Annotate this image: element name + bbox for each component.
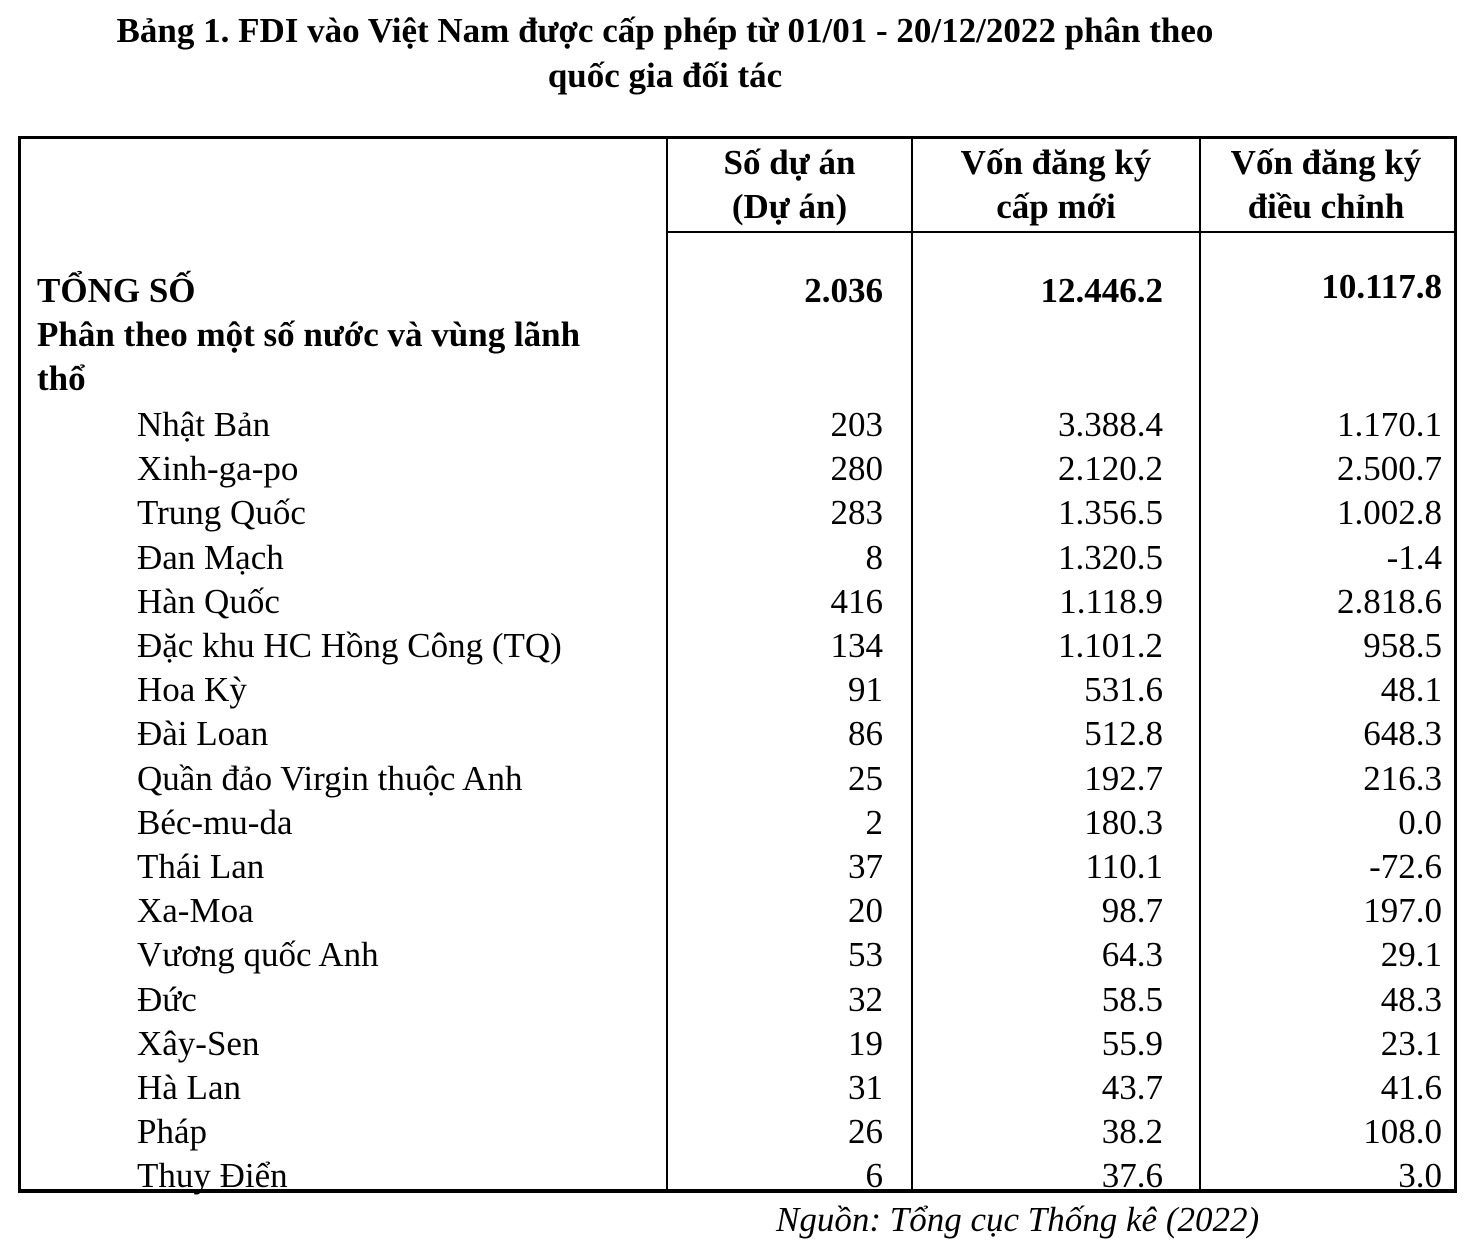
adjusted-capital-value: 216.3 [1363, 758, 1442, 798]
adjusted-capital-value: 48.3 [1380, 979, 1442, 1019]
new-capital-value: 37.6 [1101, 1156, 1163, 1196]
new-capital-value: 2.120.2 [1058, 449, 1163, 489]
header-new-capital-line1: Vốn đăng ký [960, 143, 1152, 182]
country-name: Quần đảo Virgin thuộc Anh [137, 758, 523, 798]
adjusted-capital-value: 29.1 [1380, 935, 1442, 975]
adjusted-capital-value: 197.0 [1363, 891, 1442, 931]
adjusted-capital-value: -1.4 [1386, 537, 1442, 577]
country-name: Nhật Bản [137, 405, 271, 444]
country-name: Vương quốc Anh [137, 935, 379, 975]
country-name: Xinh-ga-po [137, 449, 299, 489]
new-capital-value: 531.6 [1084, 670, 1163, 710]
total-projects: 2.036 [804, 271, 883, 310]
new-capital-value: 43.7 [1101, 1068, 1163, 1107]
adjusted-capital-value: -72.6 [1369, 847, 1442, 886]
projects-count: 203 [830, 405, 883, 444]
adjusted-capital-value: 108.0 [1363, 1112, 1442, 1152]
country-name: Thái Lan [137, 847, 265, 886]
projects-count: 280 [830, 449, 883, 489]
table-title-line2: quốc gia đối tác [547, 56, 783, 95]
projects-count: 31 [848, 1068, 883, 1107]
adjusted-capital-value: 23.1 [1380, 1023, 1442, 1063]
new-capital-value: 512.8 [1084, 714, 1163, 754]
projects-count: 134 [830, 626, 883, 665]
total-label: TỔNG SỐ [37, 271, 196, 310]
new-capital-value: 192.7 [1084, 758, 1163, 798]
new-capital-value: 180.3 [1084, 802, 1163, 842]
country-name: Xây-Sen [137, 1023, 260, 1063]
new-capital-value: 1.320.5 [1058, 537, 1163, 577]
total-adjusted-capital: 10.117.8 [1321, 267, 1442, 306]
header-adjusted-capital-line1: Vốn đăng ký [1230, 143, 1422, 182]
country-name: Hàn Quốc [137, 581, 280, 621]
table-title-line1: Bảng 1. FDI vào Việt Nam được cấp phép từ 01/01 - 20/12/2022 phân theo [116, 11, 1214, 50]
adjusted-capital-value: 2.818.6 [1337, 581, 1442, 621]
fdi-table [18, 136, 1457, 1196]
country-name: Đức [137, 979, 197, 1019]
projects-count: 91 [848, 670, 883, 710]
new-capital-value: 58.5 [1101, 979, 1163, 1019]
country-name: Đan Mạch [137, 537, 284, 577]
new-capital-value: 3.388.4 [1058, 405, 1163, 444]
adjusted-capital-value: 1.002.8 [1337, 493, 1442, 533]
projects-count: 26 [848, 1112, 883, 1152]
header-projects-line1: Số dự án [723, 143, 856, 182]
country-name: Xa-Moa [137, 891, 254, 931]
country-name: Trung Quốc [137, 493, 306, 533]
header-projects [668, 141, 911, 229]
projects-count: 25 [848, 758, 883, 798]
adjusted-capital-value: 3.0 [1398, 1156, 1442, 1196]
header-new-capital [913, 141, 1199, 229]
country-name: Hoa Kỳ [137, 670, 247, 710]
new-capital-value: 38.2 [1101, 1112, 1163, 1152]
source-note: Nguồn: Tổng cục Thống kê (2022) [776, 1200, 1260, 1239]
new-capital-value: 1.101.2 [1058, 626, 1163, 665]
total-new-capital: 12.446.2 [1040, 271, 1163, 310]
country-name: Béc-mu-da [137, 802, 293, 842]
projects-count: 416 [830, 581, 883, 621]
header-adjusted-capital [1201, 141, 1451, 229]
projects-count: 283 [830, 493, 883, 533]
table-title [0, 8, 1330, 98]
country-name: Đài Loan [137, 714, 269, 754]
projects-count: 32 [848, 979, 883, 1019]
new-capital-value: 55.9 [1101, 1023, 1163, 1063]
projects-count: 8 [865, 537, 883, 577]
header-projects-line2: (Dự án) [731, 187, 848, 226]
new-capital-value: 64.3 [1101, 935, 1163, 975]
adjusted-capital-value: 48.1 [1380, 670, 1442, 710]
projects-count: 19 [848, 1023, 883, 1063]
new-capital-value: 1.118.9 [1059, 581, 1163, 621]
projects-count: 2 [865, 802, 883, 842]
projects-count: 20 [848, 891, 883, 931]
header-divider [668, 231, 1454, 233]
header-new-capital-line2: cấp mới [996, 187, 1116, 226]
country-name: Hà Lan [137, 1068, 241, 1107]
adjusted-capital-value: 1.170.1 [1337, 405, 1442, 444]
section-label-line1: Phân theo một số nước và vùng lãnh [37, 315, 581, 354]
country-name: Pháp [137, 1112, 207, 1152]
projects-count: 86 [848, 714, 883, 754]
projects-count: 53 [848, 935, 883, 975]
new-capital-value: 1.356.5 [1058, 493, 1163, 533]
adjusted-capital-value: 648.3 [1363, 714, 1442, 754]
adjusted-capital-value: 41.6 [1380, 1068, 1442, 1107]
projects-count: 6 [865, 1156, 883, 1196]
country-name: Thụy Điển [137, 1156, 288, 1196]
projects-count: 37 [848, 847, 883, 886]
new-capital-value: 110.1 [1085, 847, 1163, 886]
country-name: Đặc khu HC Hồng Công (TQ) [137, 626, 562, 665]
adjusted-capital-value: 0.0 [1398, 802, 1442, 842]
adjusted-capital-value: 2.500.7 [1337, 449, 1442, 489]
new-capital-value: 98.7 [1101, 891, 1163, 931]
section-label-line2: thổ [37, 359, 86, 398]
adjusted-capital-value: 958.5 [1363, 626, 1442, 665]
header-adjusted-capital-line2: điều chỉnh [1247, 187, 1405, 226]
